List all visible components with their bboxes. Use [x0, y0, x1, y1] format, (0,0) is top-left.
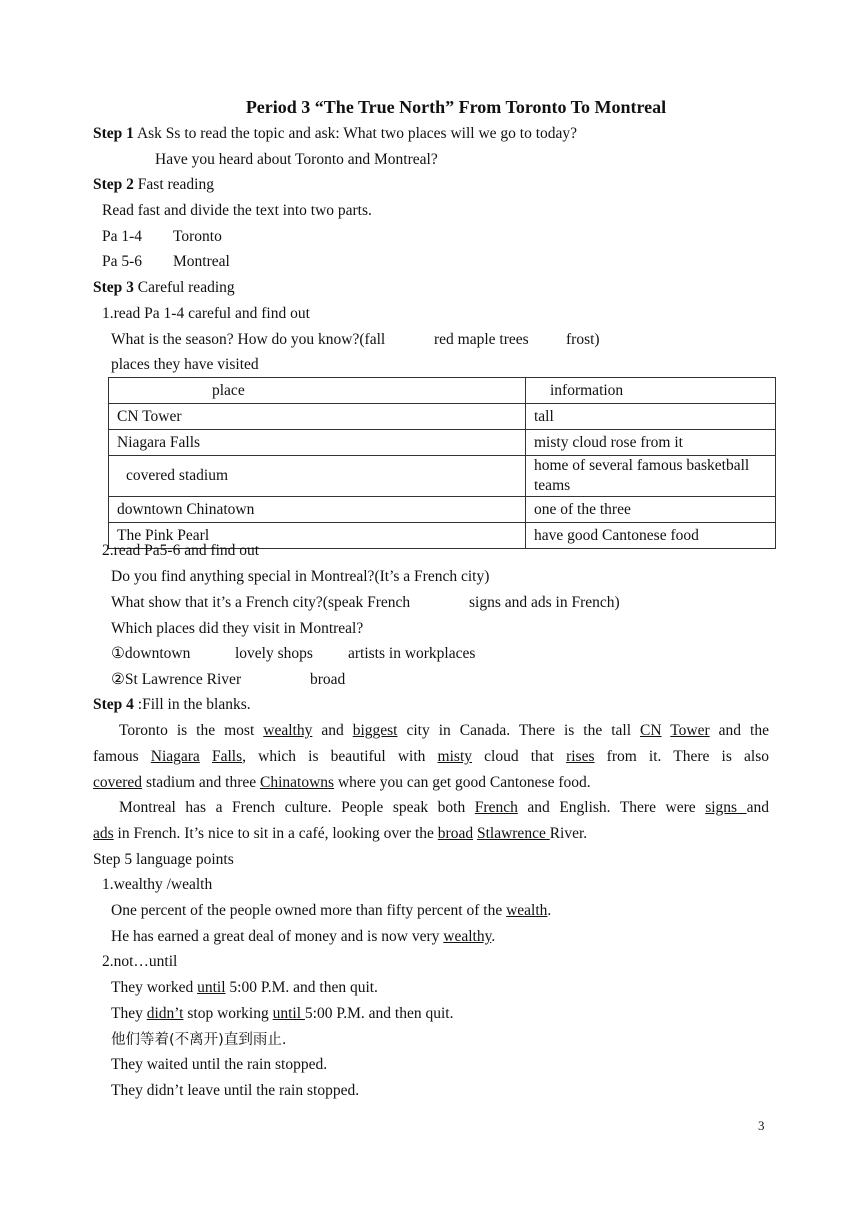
step3-q2b-1: What show that it’s a French city?(speak French — [111, 594, 411, 611]
blank-answer: Falls — [211, 748, 243, 765]
chinese-sentence: 他们等着(不离开)直到雨止. — [111, 1032, 287, 1048]
part-name: Toronto — [173, 228, 222, 245]
step3-q2b-2: signs and ads in French) — [469, 594, 620, 611]
blank-answer: broad — [437, 825, 474, 842]
step1-text2: Have you heard about Toronto and Montreal? — [155, 151, 438, 168]
language-point-1: 1.wealthy /wealth — [102, 876, 213, 893]
step3-q2: 2.read Pa5-6 and find out — [102, 542, 260, 559]
part-name: Montreal — [173, 253, 230, 270]
table-row — [109, 404, 776, 430]
step1-text: Ask Ss to read the topic and ask: What two places will we go to today? — [133, 125, 578, 142]
step1-line — [93, 124, 577, 144]
step3-label: Step 3 — [93, 279, 134, 296]
places-table — [108, 377, 776, 549]
season-answer-2: frost) — [566, 331, 600, 348]
blank-answer: French — [474, 799, 518, 816]
table-cell-info: home of several famous basketball teams — [526, 456, 776, 497]
blank-answer: Stlawrence — [476, 825, 550, 842]
part-item: Pa 1-4 — [102, 228, 143, 245]
blank-answer: Niagara — [150, 748, 200, 765]
paragraph-toronto-line2: famous Niagara Falls, which is beautiful with misty cloud that rises from it. There is also — [93, 748, 769, 765]
step2-text: Fast reading — [133, 176, 214, 193]
step4-label: Step 4 — [93, 696, 134, 713]
visit-2-b: broad — [310, 671, 346, 688]
table-cell-place: The Pink Pearl — [109, 523, 526, 549]
blank-answer: Chinatowns — [260, 774, 335, 791]
blank-answer: rises — [566, 748, 595, 765]
table-cell-place: covered stadium — [109, 456, 526, 497]
table-cell-info: tall — [526, 404, 776, 430]
example-sentence: They didn’t leave until the rain stopped. — [111, 1082, 360, 1099]
table-row — [109, 456, 776, 497]
table-header-information: information — [526, 378, 776, 404]
paragraph-toronto-line1: Toronto is the most wealthy and biggest city in Canada. There is the tall CN Tower and the — [119, 722, 769, 739]
step2-instruction: Read fast and divide the text into two parts. — [102, 202, 372, 219]
blank-answer: Tower — [670, 722, 710, 739]
step1-label: Step 1 — [93, 125, 134, 142]
table-cell-info: have good Cantonese food — [526, 523, 776, 549]
blank-answer: signs — [705, 799, 747, 816]
table-cell-info: misty cloud rose from it — [526, 430, 776, 456]
step4-text: :Fill in the blanks. — [133, 696, 251, 713]
blank-answer: biggest — [352, 722, 398, 739]
paragraph-montreal-line1: Montreal has a French culture. People speak both French and English. There were signs and — [119, 799, 770, 816]
table-row — [109, 497, 776, 523]
table-row — [109, 430, 776, 456]
step3-line — [93, 278, 235, 298]
table-header-row — [109, 378, 776, 404]
paragraph-toronto-line3: covered stadium and three Chinatowns where you can get good Cantonese food. — [93, 774, 591, 791]
table-cell-place: downtown Chinatown — [109, 497, 526, 523]
table-cell-info: one of the three — [526, 497, 776, 523]
step3-q1: 1.read Pa 1-4 careful and find out — [102, 305, 310, 322]
table-cell-place: CN Tower — [109, 404, 526, 430]
example-sentence: They worked until 5:00 P.M. and then quit. — [111, 979, 378, 996]
example-sentence: He has earned a great deal of money and is now very wealthy. — [111, 928, 496, 945]
paragraph-montreal-line2: ads in French. It’s nice to sit in a café, looking over the broad Stlawrence River. — [93, 825, 588, 842]
example-sentence: They waited until the rain stopped. — [111, 1056, 328, 1073]
season-answer-1: red maple trees — [434, 331, 529, 348]
places-label: places they have visited — [111, 356, 259, 373]
blank-answer: CN — [640, 722, 662, 739]
visit-1-b: lovely shops — [235, 645, 313, 662]
step5-label: Step 5 language points — [93, 851, 234, 868]
blank-answer: ads — [93, 825, 114, 842]
visit-1-c: artists in workplaces — [348, 645, 476, 662]
language-point-2: 2.not…until — [102, 953, 178, 970]
step2-line — [93, 175, 214, 195]
table-header-place: place — [109, 378, 526, 404]
page-number: 3 — [758, 1118, 765, 1133]
blank-answer: wealthy — [263, 722, 313, 739]
step2-label: Step 2 — [93, 176, 134, 193]
table-cell-place: Niagara Falls — [109, 430, 526, 456]
season-question: What is the season? How do you know?(fall — [111, 331, 386, 348]
step3-q2a: Do you find anything special in Montreal?(It’s a French city) — [111, 568, 490, 585]
blank-answer: covered — [93, 774, 143, 791]
step4-line — [93, 695, 251, 715]
example-sentence: They didn’t stop working until 5:00 P.M. and then quit. — [111, 1005, 454, 1022]
visit-1: ①downtown — [111, 645, 191, 662]
step3-q2c: Which places did they visit in Montreal? — [111, 620, 364, 637]
visit-2: ②St Lawrence River — [111, 671, 242, 688]
part-item: Pa 5-6 — [102, 253, 143, 270]
example-sentence: One percent of the people owned more than fifty percent of the wealth. — [111, 902, 552, 919]
page-title: Period 3 “The True North” From Toronto To Montreal — [245, 97, 667, 117]
step3-text: Careful reading — [133, 279, 235, 296]
blank-answer: misty — [437, 748, 472, 765]
